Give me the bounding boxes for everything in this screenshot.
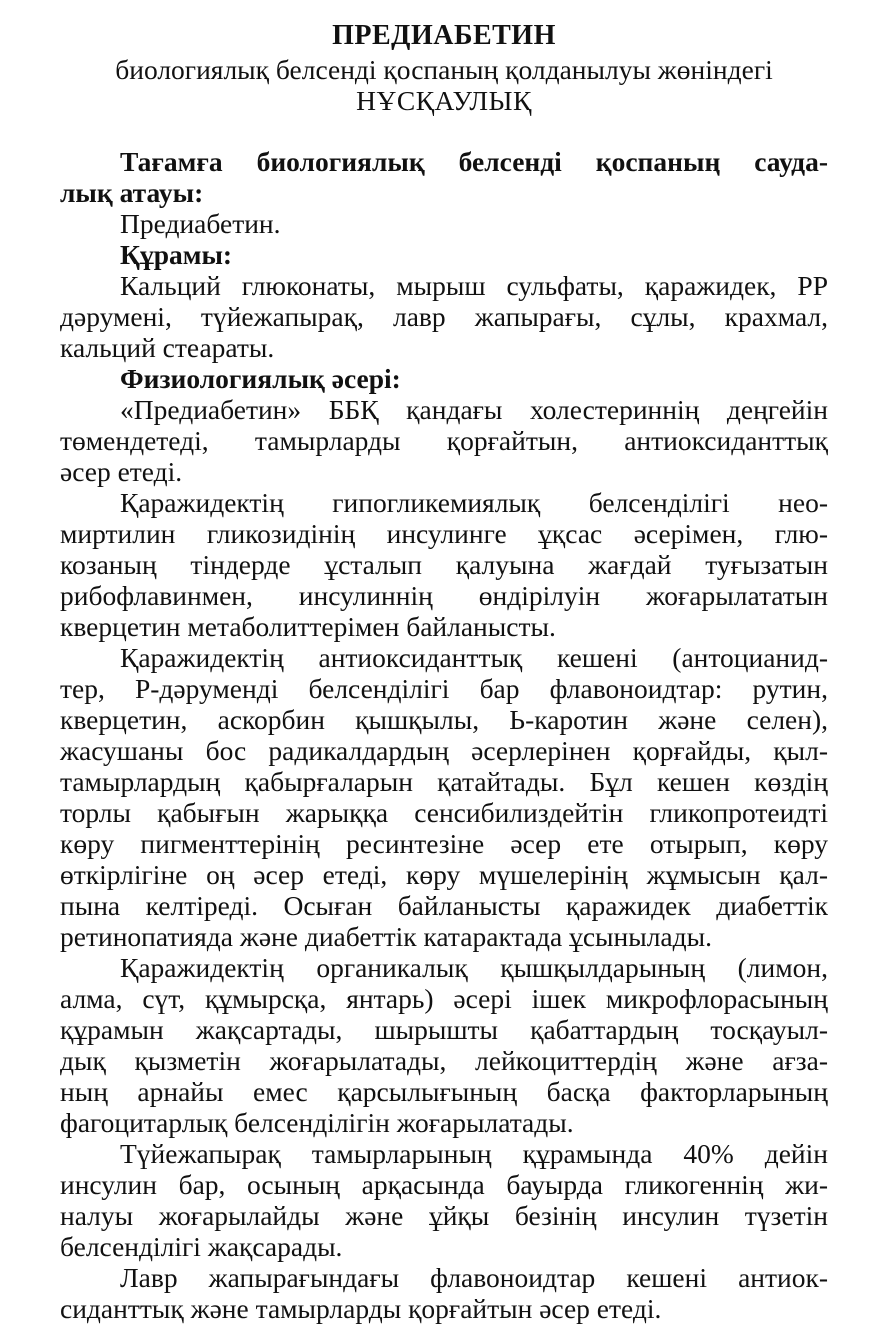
body-text-line: козаның тіндерде ұсталып қалуына жағдай туғызатын bbox=[60, 549, 828, 580]
body-text-line: пына келтіреді. Осыған байланысты қаражидек диабеттік bbox=[60, 890, 828, 921]
body-text-line: сиданттық және тамырларды қорғайтын әсер етеді. bbox=[60, 1293, 662, 1324]
body-text-line: дық қызметін жоғарылатады, лейкоциттердің және ағза- bbox=[60, 1045, 828, 1076]
document-subtitle: биологиялық белсенді қоспаның қолданылуы жөніндегі bbox=[115, 54, 773, 85]
body-text-line: жасушаны бос радикалдардың әсерлерінен қорғайды, қыл- bbox=[60, 735, 828, 766]
document-title: ПРЕДИАБЕТИН bbox=[332, 20, 556, 51]
body-text-line: миртилин гликозидінің инсулинге ұқсас әсерімен, глю- bbox=[60, 518, 828, 549]
document-subtitle-2: НҰСҚАУЛЫҚ bbox=[356, 85, 532, 116]
body-text-line: көру пигменттерінің ресинтезіне әсер ете отырып, көру bbox=[60, 828, 828, 859]
section-heading-line: Физиологиялық әсері: bbox=[120, 363, 401, 394]
section-heading-line: Тағамға биологиялық белсенді қоспаның сауда- bbox=[120, 146, 828, 177]
body-text-line: Қаражидектің антиоксиданттық кешені (антоцианид- bbox=[120, 642, 828, 673]
body-text-line: Лавр жапырағындағы флавоноидтар кешені антиок- bbox=[120, 1262, 828, 1293]
body-text-line: фагоцитарлық белсенділігін жоғарылатады. bbox=[60, 1107, 574, 1138]
body-text-line: ретинопатияда және диабеттік катарактада ұсынылады. bbox=[60, 921, 712, 952]
body-text-line: «Предиабетин» ББҚ қандағы холестериннің деңгейін bbox=[120, 394, 828, 425]
body-text-line: алма, сүт, құмырсқа, янтарь) әсері ішек микрофлорасының bbox=[60, 983, 828, 1014]
body-text-line: налуы жоғарылайды және ұйқы безінің инсулин түзетін bbox=[60, 1200, 828, 1231]
body-text-line: Қаражидектің органикалық қышқылдарының (лимон, bbox=[120, 952, 828, 983]
body-text-line: әсер етеді. bbox=[60, 456, 183, 487]
body-text-line: құрамын жақсартады, шырышты қабаттардың тосқауыл- bbox=[60, 1014, 828, 1045]
body-text-line: кверцетин, аскорбин қышқылы, Ь-каротин және селен), bbox=[60, 704, 828, 735]
body-text-line: тамырлардың қабырғаларын қатайтады. Бұл кешен көздің bbox=[60, 766, 828, 797]
body-text-line: рибофлавинмен, инсулиннің өндірілуін жоғарылататын bbox=[60, 580, 828, 611]
body-text-line: кверцетин метаболиттерімен байланысты. bbox=[60, 611, 556, 642]
body-text-line: кальций стеараты. bbox=[60, 332, 275, 363]
body-text-line: торлы қабығын жарыққа сенсибилиздейтін гликопротеидті bbox=[60, 797, 828, 828]
section-heading-line: Құрамы: bbox=[120, 239, 233, 270]
body-text-line: төмендетеді, тамырларды қорғайтын, антиоксиданттық bbox=[60, 425, 828, 456]
body-text-line: дәрумені, түйежапырақ, лавр жапырағы, сұлы, крахмал, bbox=[60, 301, 828, 332]
body-text-line: Түйежапырақ тамырларының құрамында 40% дейін bbox=[120, 1138, 828, 1169]
body-text-line: Кальций глюконаты, мырыш сульфаты, қаражидек, РР bbox=[120, 270, 828, 301]
document-body bbox=[60, 146, 828, 1324]
section-heading-line: лық атауы: bbox=[60, 177, 204, 208]
body-text-line: ның арнайы емес қарсылығының басқа факторларының bbox=[60, 1076, 828, 1107]
body-text-line: өткірлігіне оң әсер етеді, көру мүшелерінің жұмысын қал- bbox=[60, 859, 828, 890]
body-text-line: Предиабетин. bbox=[120, 208, 281, 239]
body-text-line: инсулин бар, осының арқасында бауырда гликогеннің жи- bbox=[60, 1169, 828, 1200]
body-text-line: белсенділігі жақсарады. bbox=[60, 1231, 343, 1262]
body-text-line: тер, Р-дәруменді белсенділігі бар флавоноидтар: рутин, bbox=[60, 673, 828, 704]
body-text-line: Қаражидектің гипогликемиялық белсенділігі нео- bbox=[120, 487, 828, 518]
